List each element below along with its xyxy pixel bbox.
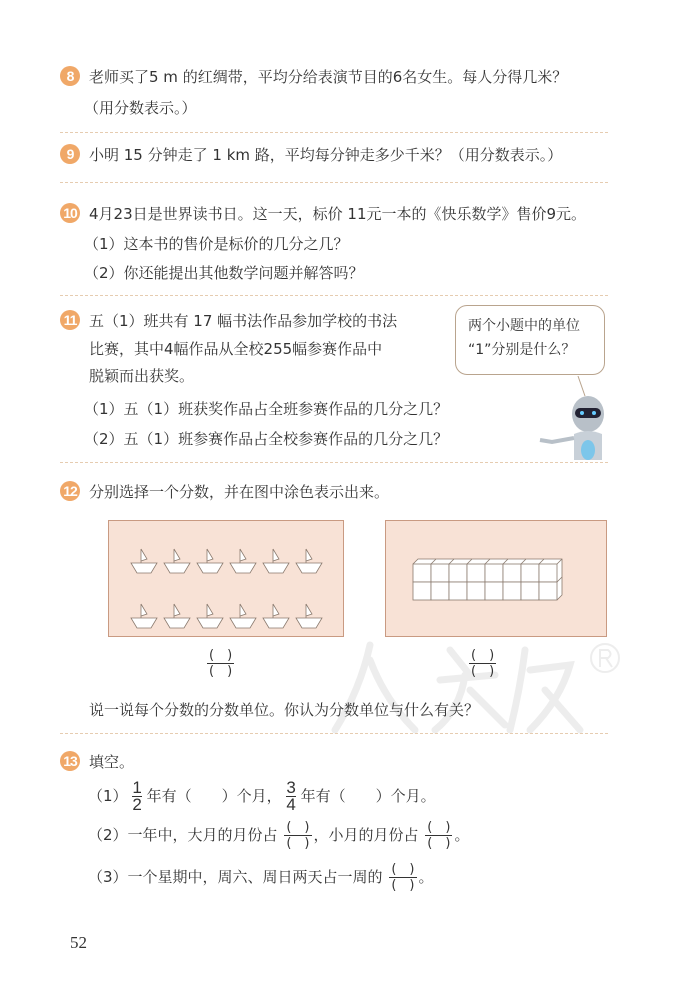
q8-text: 老师买了5 m 的红绸带，平均分给表演节目的6名女生。每人分得几米？ — [89, 68, 568, 86]
q11-text-1: 五（1）班共有 17 幅书法作品参加学校的书法 — [89, 312, 398, 330]
bubble-line-2: “1”分别是什么？ — [468, 342, 576, 358]
q13-sub-2: （2）一年中，大月的月份占 $\frac{( )}{( )}$ ，小月的月份占 $\frac{( )}{( )}$ 。 — [88, 820, 470, 851]
page-number: 52 — [70, 933, 87, 952]
fraction-blank[interactable]: $\frac{( )}{( )}$ — [286, 820, 310, 851]
q11-text-3: 脱颖而出获奖。 — [89, 367, 195, 385]
cube-cell[interactable] — [413, 564, 431, 582]
boat — [230, 549, 256, 573]
cubes-figure — [385, 520, 607, 637]
q11-sub-1: （1）五（1）班获奖作品占全班参赛作品的几分之几？ — [84, 400, 449, 418]
cube-cell[interactable] — [467, 564, 485, 582]
question-number-10: 10 — [60, 203, 80, 223]
cube-cell[interactable] — [485, 582, 503, 600]
divider — [60, 462, 608, 463]
fraction-blank-left[interactable]: $\frac{( )}{( )}$ — [209, 648, 233, 679]
boat — [131, 549, 157, 573]
divider — [60, 182, 608, 183]
cube-cell[interactable] — [467, 582, 485, 600]
robot-illustration — [530, 376, 610, 460]
q8-text-2: （用分数表示。） — [84, 99, 197, 117]
cube-cell[interactable] — [521, 582, 539, 600]
q11-text-2: 比赛，其中4幅作品从全校255幅参赛作品中 — [89, 340, 383, 358]
boat — [230, 604, 256, 628]
cube-cell[interactable] — [521, 564, 539, 582]
boat — [197, 604, 223, 628]
divider — [60, 733, 608, 734]
bubble-line-1: 两个小题中的单位 — [468, 318, 580, 334]
cube-cell[interactable] — [449, 582, 467, 600]
speech-bubble — [455, 305, 605, 375]
q11-sub-2: （2）五（1）班参赛作品占全校参赛作品的几分之几？ — [84, 430, 449, 448]
q9-text: 小明 15 分钟走了 1 km 路，平均每分钟走多少千米？（用分数表示。） — [89, 146, 563, 164]
q13-sub-3: （3）一个星期中，周六、周日两天占一周的 $\frac{( )}{( )}$ 。 — [88, 862, 434, 893]
boat — [296, 549, 322, 573]
cube-cell[interactable] — [539, 582, 557, 600]
cube-cell[interactable] — [503, 582, 521, 600]
boat — [131, 604, 157, 628]
divider — [60, 132, 608, 133]
boat — [263, 549, 289, 573]
fraction-1-2: $\frac{1}{2}$ — [132, 778, 142, 814]
q10-sub-1: （1）这本书的售价是标价的几分之几？ — [84, 235, 349, 253]
fraction-blank-right[interactable]: $\frac{( )}{( )}$ — [471, 648, 495, 679]
cube-cell[interactable] — [539, 564, 557, 582]
q10-text: 4月23日是世界读书日。这一天，标价 11元一本的《快乐数学》售价9元。 — [89, 205, 587, 223]
q13-sub-1: （1） $\frac{1}{2}$ 年有（ ）个月， $\frac{3}{4}$ 年有（ ）个月。 — [88, 778, 436, 814]
q12-text: 分别选择一个分数，并在图中涂色表示出来。 — [89, 483, 390, 501]
divider — [60, 295, 608, 296]
boat — [164, 549, 190, 573]
fraction-blank[interactable]: $\frac{( )}{( )}$ — [427, 820, 451, 851]
cube-cell[interactable] — [503, 564, 521, 582]
q13-title: 填空。 — [89, 753, 135, 771]
boat — [263, 604, 289, 628]
question-number-12: 12 — [60, 481, 80, 501]
question-number-9: 9 — [60, 144, 80, 164]
boat — [164, 604, 190, 628]
cube-cell[interactable] — [431, 564, 449, 582]
boat — [197, 549, 223, 573]
fraction-blank[interactable]: $\frac{( )}{( )}$ — [391, 862, 415, 893]
question-number-13: 13 — [60, 751, 80, 771]
boats-figure — [108, 520, 344, 637]
q12-text-2: 说一说每个分数的分数单位。你认为分数单位与什么有关？ — [89, 701, 480, 719]
cube-cell[interactable] — [485, 564, 503, 582]
q10-sub-2: （2）你还能提出其他数学问题并解答吗？ — [84, 264, 364, 282]
question-number-11: 11 — [60, 310, 80, 330]
fraction-3-4: $\frac{3}{4}$ — [286, 778, 296, 814]
cube-cell[interactable] — [431, 582, 449, 600]
boat — [296, 604, 322, 628]
cube-cell[interactable] — [413, 582, 431, 600]
question-number-8: 8 — [60, 66, 80, 86]
cube-cell[interactable] — [449, 564, 467, 582]
watermark-logo — [330, 630, 630, 740]
